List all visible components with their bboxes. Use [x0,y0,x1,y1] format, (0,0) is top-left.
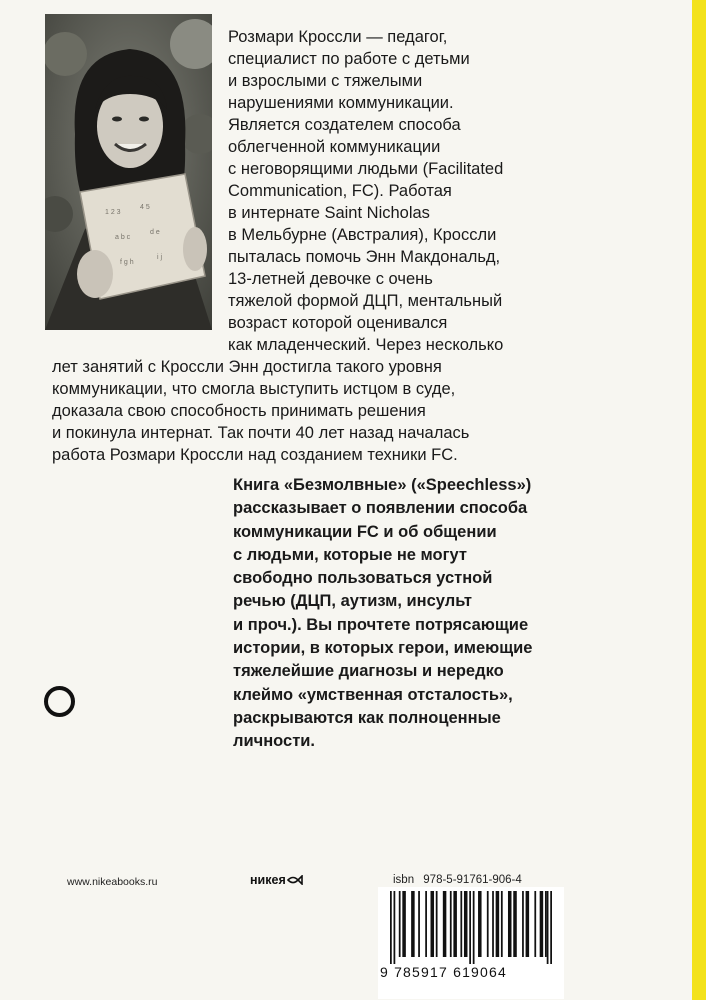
bio-line: 13-летней девочке с очень [228,270,433,288]
bio-line: работа Розмари Кроссли над созданием техники FC. [52,446,458,464]
barcode-bar [478,891,482,957]
svg-text:d e: d e [150,229,160,236]
barcode-bar [394,891,396,965]
publisher-name: никея [250,873,286,887]
barcode-bar [399,891,401,957]
barcode-bar [540,891,544,957]
barcode-bar [513,891,517,957]
barcode-bar [443,891,447,957]
description-line: тяжелейшие диагнозы и нередко [233,662,504,681]
publisher-logo [250,873,303,887]
barcode-bar [431,891,435,957]
bio-line: коммуникации, что смогла выступить истцом в суде, [52,380,456,398]
barcode-bar [469,891,471,965]
bio-line: доказала свою способность принимать решения [52,402,426,420]
bio-line: Является создателем способа [228,116,461,134]
bio-line: облегченной коммуникации [228,138,441,156]
bio-line: тяжелой формой ДЦП, ментальный [228,292,503,310]
barcode-bar [450,891,452,957]
barcode-bar [496,891,500,957]
barcode-bar [460,891,462,957]
bio-line: специалист по работе с детьми [228,50,470,68]
description-line: коммуникации FC и об общении [233,522,497,541]
svg-text:f g h: f g h [120,259,134,266]
author-photo [45,14,212,330]
barcode-bars [378,887,564,965]
description-line: клеймо «умственная отсталость», [233,685,513,704]
bio-line: как младенческий. Через несколько [228,336,504,354]
bio-line: Communication, FC). Работая [228,182,452,200]
svg-text:a b c: a b c [115,234,131,241]
barcode-bar [526,891,530,957]
description-line: личности. [233,732,316,751]
bio-line: нарушениями коммуникации. [228,94,454,112]
bio-line: возраст которой оценивался [228,314,448,332]
barcode-bar [534,891,536,957]
barcode-bar [464,891,468,957]
barcode-bar [550,891,552,965]
barcode-bar [545,891,547,957]
svg-text:4 5: 4 5 [140,204,150,211]
bio-line: в Мельбурне (Австралия), Кроссли [228,226,497,244]
book-description [233,474,573,754]
description-line: с людьми, которые не могут [233,545,467,564]
barcode-bar [522,891,524,957]
description-line: Книга «Безмолвные» («Speechless») [233,476,532,494]
barcode-digits: 9 785917 619064 [380,964,562,980]
circle-mark-icon [44,686,75,717]
barcode-bar [436,891,438,957]
barcode-bar [473,891,475,965]
bio-line: с неговорящими людьми (Facilitated [228,160,504,178]
barcode-bar [418,891,420,957]
barcode-bar [402,891,406,957]
description-line: истории, в которых герои, имеющие [233,639,533,658]
barcode-bar [492,891,494,957]
barcode-bar [547,891,549,965]
publisher-website: www.nikeabooks.ru [67,876,158,888]
isbn-number: isbn 978-5-91761-906-4 [393,874,522,886]
publisher-fish-icon [287,875,303,885]
bio-line: пыталась помочь Энн Макдональд, [228,248,501,266]
description-line: рассказывает о появлении способа [233,499,528,518]
svg-text:1 2 3: 1 2 3 [105,209,121,216]
bio-line: Розмари Кроссли — педагог, [228,28,448,46]
bio-line: в интернате Saint Nicholas [228,204,430,222]
barcode-bar [487,891,489,957]
bio-line: и взрослыми с тяжелыми [228,72,423,90]
bio-line: и покинула интернат. Так почти 40 лет назад началась [52,424,470,442]
barcode-bar [501,891,503,957]
barcode-bar [390,891,392,965]
bio-line: лет занятий с Кроссли Энн достигла такого уровня [52,358,442,376]
svg-text:i j: i j [157,254,163,261]
description-line: и проч.). Вы прочтете потрясающие [233,615,529,634]
barcode-bar [508,891,512,957]
description-line: раскрываются как полноценные [233,708,501,727]
barcode-bar [425,891,427,957]
barcode [378,887,564,999]
yellow-edge-strip [692,0,706,1000]
description-line: речью (ДЦП, аутизм, инсульт [233,592,473,611]
barcode-bar [453,891,457,957]
barcode-bar [411,891,415,957]
description-line: свободно пользоваться устной [233,569,493,588]
